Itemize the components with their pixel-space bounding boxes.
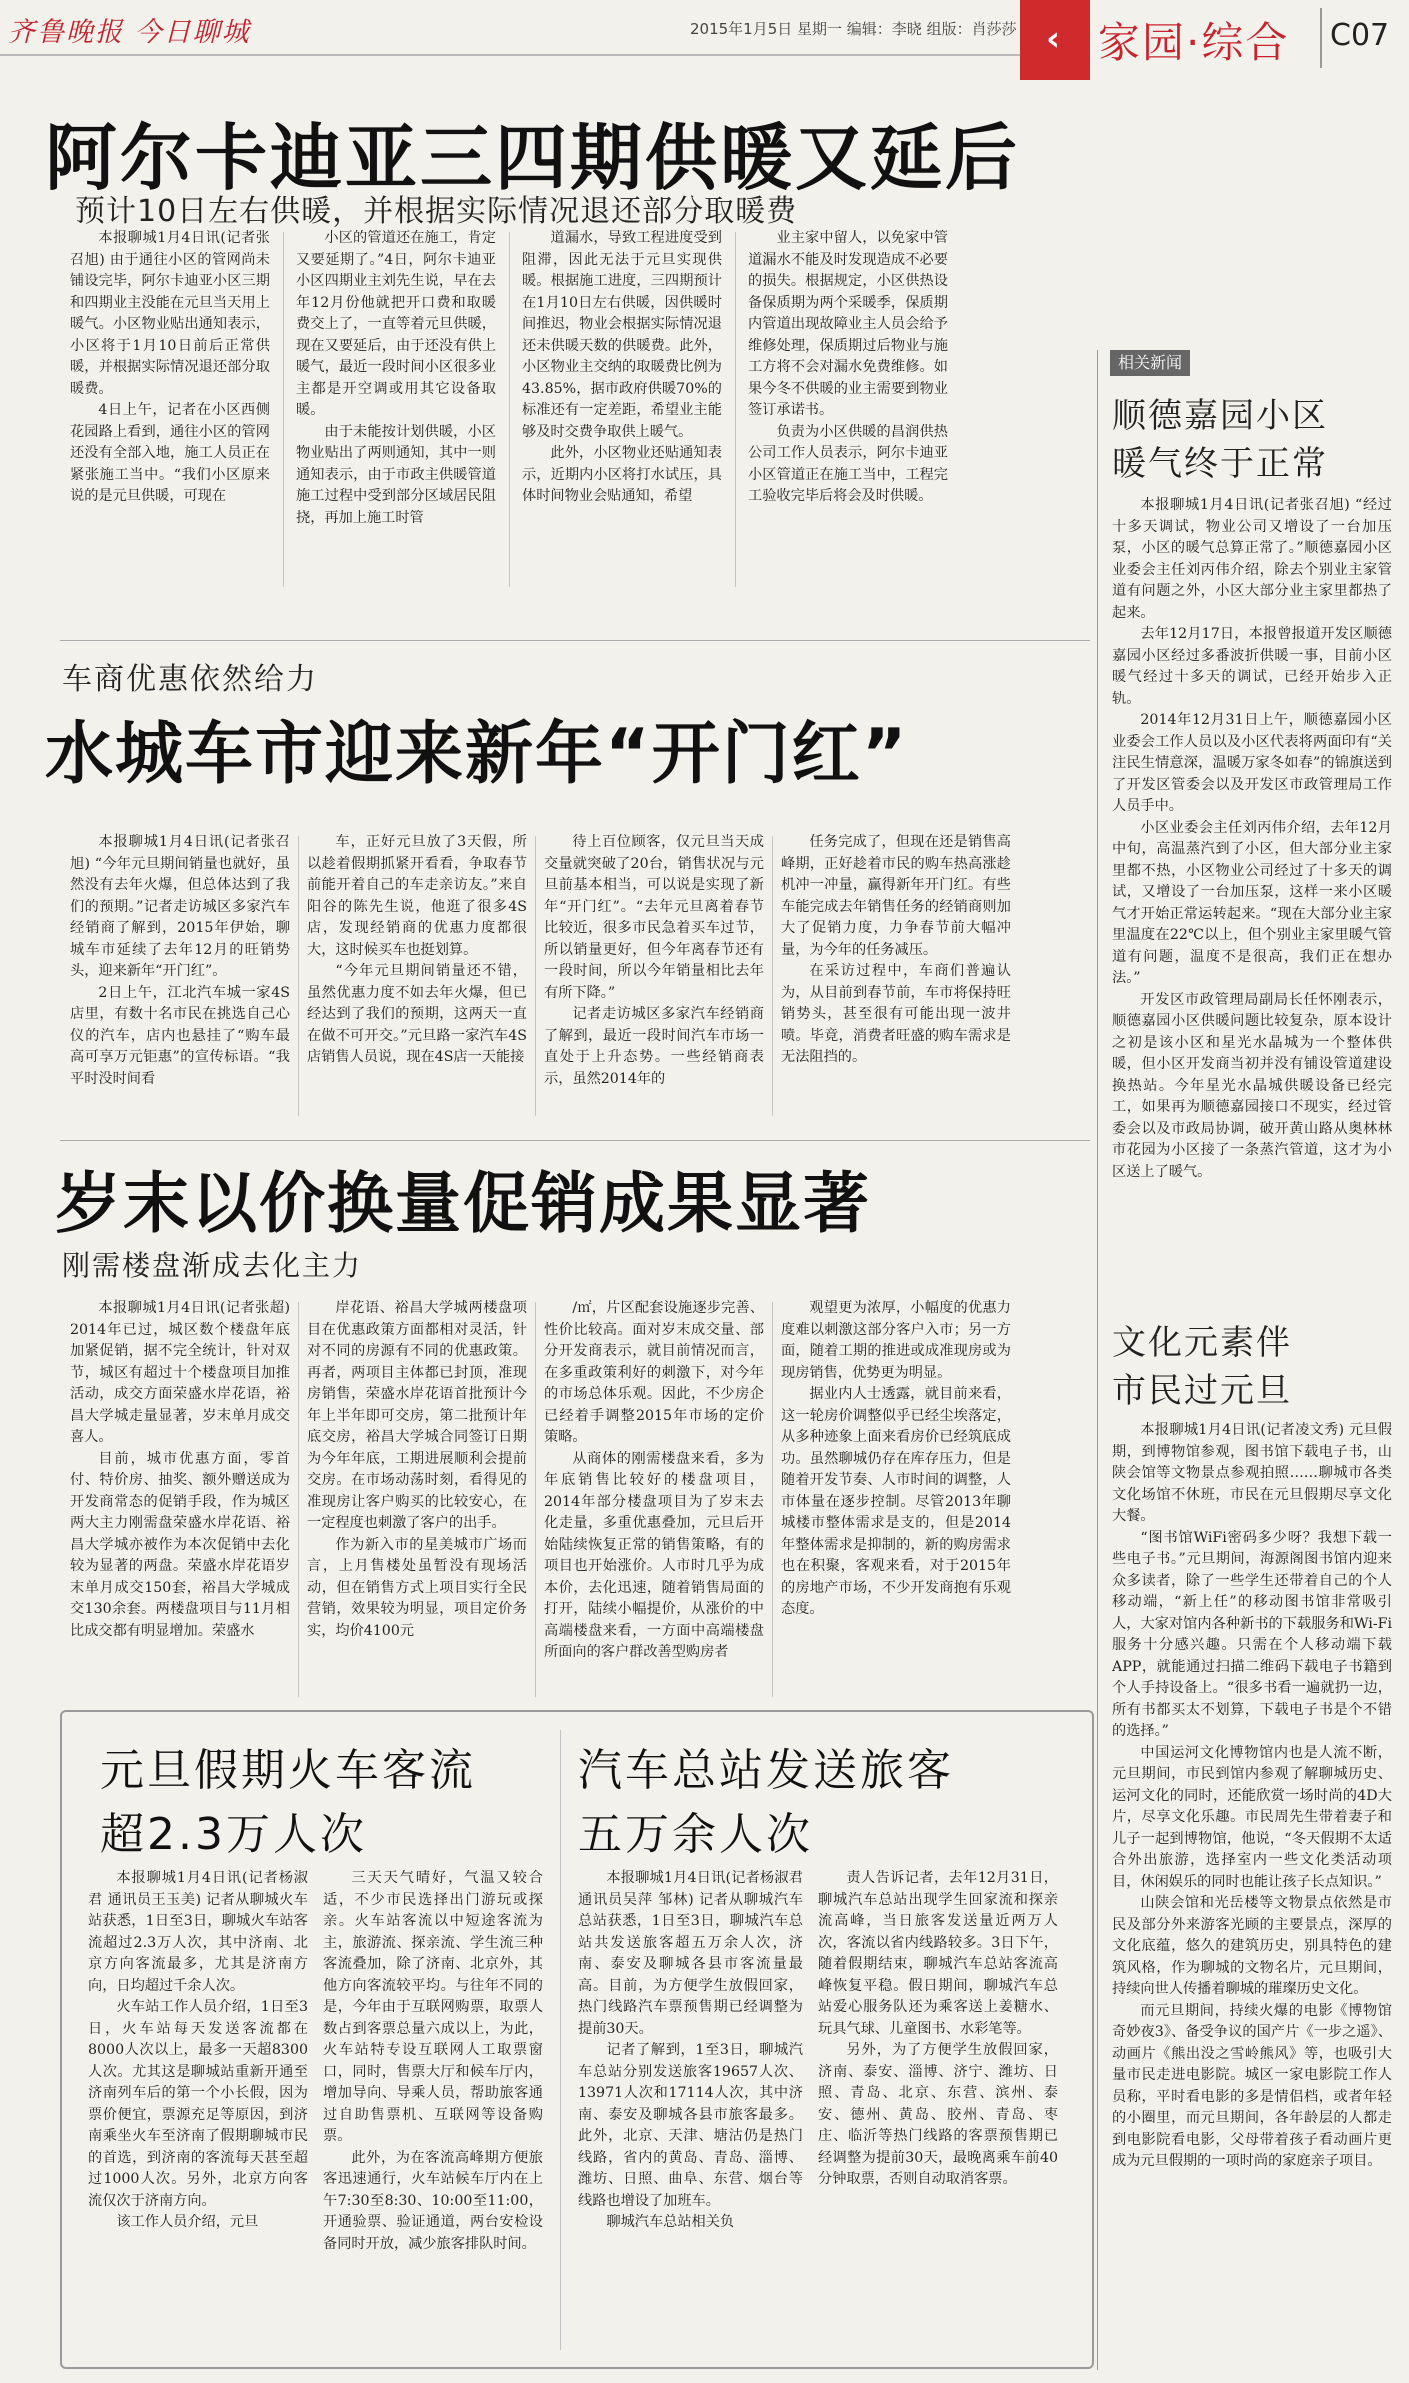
article1-col-4 — [748, 228, 948, 603]
page-divider — [1320, 8, 1322, 68]
article2-col-3 — [544, 832, 764, 1122]
paragraph: 本报聊城1月4日讯(记者张超) 2014年已过，城区数个楼盘年底加紧促销，据不完全统计，针对双节，城区有超过十个楼盘项目加推活动，成交方面荣盛水岸花语，裕昌大学城走量显著，岁末单月成交喜人。 — [70, 1300, 290, 1445]
sidebar-rule — [1097, 350, 1098, 2370]
article3-headline: 岁末以价换量促销成果显著 — [55, 1165, 871, 1242]
article3-col-2 — [307, 1298, 527, 1698]
paragraph: 在采访过程中，车商们普遍认为，从目前到春节前，车市将保持旺销势头，甚至很有可能出现一波井喷。毕竟，消费者旺盛的购车需求是无法阻挡的。 — [781, 963, 1011, 1065]
article2-col-4 — [781, 832, 1011, 1122]
paragraph: 由于未能按计划供暖，小区物业贴出了两则通知，其中一则通知表示，由于市政主供暖管道施工过程中受到部分区域居民阻挠，再加上施工时管 — [296, 423, 496, 526]
article1-col-3 — [522, 228, 722, 603]
paragraph: 此外，为在客流高峰期方便旅客迅速通行，火车站候车厅内在上午7:30至8:30、10:00至11:00，开通验票、验证通道，两台安检设备同时开放，减少旅客排队时间。 — [323, 2149, 543, 2252]
article3-subhead: 刚需楼盘渐成去化主力 — [62, 1249, 363, 1282]
box-divider — [560, 1730, 561, 2350]
box-right-headline-line2: 五万余人次 — [578, 1809, 813, 1860]
paragraph: 观望更为浓厚，小幅度的优惠力度难以刺激这部分客户入市；另一方面，随着工期的推进或成准现房或为现房销售，优势更为明显。 — [781, 1300, 1011, 1381]
article1-headline: 阿尔卡迪亚三四期供暖又延后 — [45, 116, 1021, 200]
paragraph: 作为新入市的星美城市广场而言，上月售楼处虽暂没有现场活动，但在销售方式上项目实行全民营销，效果较为明显，项目定价务实，均价4100元 — [307, 1536, 527, 1639]
paragraph: 本报聊城1月4日讯(记者杨淑君 通讯员吴萍 邹林) 记者从聊城汽车总站获悉，1日至3日，聊城汽车总站共发送旅客超五万余人次，济南、泰安及聊城各县市客流量最高。目前，为方便学生放假回家，热门线路汽车票预售期已经调整为提前30天。 — [578, 1870, 803, 2037]
paragraph: 车，正好元旦放了3天假，所以趁着假期抓紧开看看，争取春节前能开着自己的车走亲访友。”来自阳谷的陈先生说，他逛了很多4S店，发现经销商的优惠力度都很大，这时候买车也挺划算。 — [307, 834, 527, 958]
paragraph: 而元旦期间，持续火爆的电影《博物馆奇妙夜3》、备受争议的国产片《一步之遥》、动画片《熊出没之雪岭熊风》等，也吸引大量市民走进电影院。城区一家电影院工作人员称，平时看电影的多是情侣档，或者年轻的小圈里，而元旦期间，各年龄层的人都走到电影院看电影，父母带着孩子看动画片更成为元旦假期的一项时尚的家庭亲子项目。 — [1112, 2002, 1392, 2169]
box-left-headline-line2: 超2.3万人次 — [100, 1809, 367, 1860]
section-title: 家园·综合 — [1098, 18, 1290, 67]
sidebar-story1-headline-line2: 暖气终于正常 — [1112, 444, 1328, 484]
paragraph: 记者走访城区多家汽车经销商了解到，最近一段时间汽车市场一直处于上升态势。一些经销商表示，虽然2014年的 — [544, 1006, 764, 1087]
sidebar-story1-body — [1112, 495, 1392, 1295]
paragraph: 待上百位顾客，仅元旦当天成交量就突破了20台，销售状况与元旦前基本相当，可以说是实现了新年“开门红”。“去年元旦离着春节比较近，很多市民急着买车过节，所以销量更好，但今年离春节还有一段时间，所以今年销量相比去年有所下降。” — [544, 834, 764, 1001]
column-rule — [772, 1302, 773, 1697]
paragraph: 另外，为了方便学生放假回家，济南、泰安、淄博、济宁、潍坊、日照、青岛、北京、东营、滨州、泰安、德州、黄岛、胶州、青岛、枣庄、临沂等热门线路的客票预售期已经调整为提前30天，最晚离乘车前40分钟取票，否则自动取消客票。 — [818, 2042, 1058, 2187]
section-divider — [60, 1140, 1090, 1141]
paragraph: 负责为小区供暖的昌润供热公司工作人员表示，阿尔卡迪亚小区管道正在施工当中，工程完工验收完毕后将会及时供暖。 — [748, 423, 948, 504]
page-number: C07 — [1330, 18, 1390, 53]
related-news-label: 相关新闻 — [1110, 350, 1190, 376]
article1-col-1 — [70, 228, 270, 603]
paragraph: 小区的管道还在施工，肯定又要延期了。”4日，阿尔卡迪亚小区四期业主刘先生说，早在去年12月份他就把开口费和取暖费交上了，一直等着元旦供暖，现在又要延后，由于还没有供上暖气，最近一段时间小区很多业主都是开空调或用其它设备取暖。 — [296, 230, 496, 418]
box-right-col-1 — [578, 1868, 803, 2353]
paragraph: 山陕会馆和光岳楼等文物景点依然是市民及部分外来游客光顾的主要景点，深厚的文化底蕴，悠久的建筑历史，别具特色的建筑风格，作为聊城的文物名片，元旦期间，持续向世人传播着聊城的璀璨历史文化。 — [1112, 1895, 1392, 1997]
box-right-col-2 — [818, 1868, 1058, 2353]
paragraph: 本报聊城1月4日讯(记者张召旭) 由于通往小区的管网尚未铺设完毕，阿尔卡迪亚小区三期和四期业主没能在元旦当天用上暖气。小区物业贴出通知表示，小区将于1月10日前后正常供暖，并根据实际情况退还部分取暖费。 — [70, 230, 270, 397]
paragraph: 火车站工作人员介绍，1日至3日，火车站每天发送客流都在8000人次以上，最多一天超8300人次。尤其这是聊城站重新开通至济南列车后的第一个小长假，因为票价便宜，票源充足等原因，到济南乘坐火车至济南了假期聊城市民的首选，到济南的客流每天甚至超过1000人次。另外，北京方向客流仅次于济南方向。 — [88, 1999, 308, 2209]
paragraph: /㎡，片区配套设施逐步完善、性价比较高。面对岁末成交量、部分开发商表示，就目前情况而言，在多重政策利好的刺激下，对今年的市场总体乐观。因此，不少房企已经着手调整2015年市场的定价策略。 — [544, 1300, 764, 1445]
column-rule — [283, 232, 284, 587]
article3-col-1 — [70, 1298, 290, 1698]
paragraph: 本报聊城1月4日讯(记者杨淑君 通讯员王玉美) 记者从聊城火车站获悉，1日至3日，聊城火车站客流超过2.3万人次，其中济南、北京方向客流最多，尤其是济南方向，日均超过千余人次。 — [88, 1870, 308, 1994]
column-rule — [772, 836, 773, 1116]
column-rule — [535, 1302, 536, 1697]
column-rule — [535, 836, 536, 1116]
sidebar-story1-headline-line1: 顺德嘉园小区 — [1112, 396, 1328, 436]
paragraph: 道漏水，导致工程进度受到阻滞，因此无法于元旦实现供暖。根据施工进度，三四期预计在1月10日左右供暖，因供暖时间推迟，物业会根据实际情况退还未供暖天数的供暖费。此外，小区物业主交纳的取暖费比例为43.85%，据市政府供暖70%的标准还有一定差距，希望业主能够及时交费争取供上暖气。 — [522, 230, 722, 440]
box-left-headline-line1: 元旦假期火车客流 — [100, 1745, 476, 1796]
paragraph: 本报聊城1月4日讯(记者张召旭) “经过十多天调试，物业公司又增设了一台加压泵，小区的暖气总算正常了。”顺德嘉园小区业委会主任刘丙伟介绍，除去个别业主家管道有问题之外，小区大部分业主家里都热了起来。 — [1112, 497, 1392, 621]
paragraph: 从商体的刚需楼盘来看，多为年底销售比较好的楼盘项目，2014年部分楼盘项目为了岁末去化走量，多重优惠叠加，元旦后开始陆续恢复正常的销售策略，有的项目也开始涨价。人市时几乎为成本价，去化迅速，随着销售局面的打开，陆续小幅提价，从涨价的中高端楼盘来看，一方面中高端楼盘所面向的客户群改善型购房者 — [544, 1450, 764, 1660]
paragraph: 此外，小区物业还贴通知表示，近期内小区将打水试压，具体时间物业会贴通知，希望 — [522, 445, 722, 504]
masthead — [0, 0, 1409, 82]
article2-kicker: 车商优惠依然给力 — [62, 662, 318, 697]
article1-subhead: 预计10日左右供暖，并根据实际情况退还部分取暖费 — [75, 194, 798, 229]
sidebar-story2-headline-line1: 文化元素伴 — [1112, 1323, 1292, 1363]
paragraph: 去年12月17日，本报曾报道开发区顺德嘉园小区经过多番波折供暖一事，目前小区暖气经过十多天的调试，已经开始步入正轨。 — [1112, 626, 1392, 707]
paragraph: 小区业委会主任刘丙伟介绍，去年12月中旬，高温蒸汽到了小区，但大部分业主家里都不热，小区物业公司经过了十多天的调试，又增设了一台加压泵，这样一来小区暖气才开始正常运转起来。“现在大部分业主家里温度在22℃以上，但个别业主家里暖气管道有问题，温度不是很高，我们正在想办法。” — [1112, 819, 1392, 986]
article2-col-1 — [70, 832, 290, 1122]
paragraph: 业主家中留人，以免家中管道漏水不能及时发现造成不必要的损失。根据规定，小区供热设备保质期为两个采暖季，保质期内管道出现故障业主人员会给予维修处理，保质期过后物业与施工方将不会对漏水免费维修。如果今冬不供暖的业主需要到物业签订承诺书。 — [748, 230, 948, 418]
box-left-col-1 — [88, 1868, 308, 2353]
newspaper-brand: 齐鲁晚报 今日聊城 — [8, 17, 251, 48]
chevron-left-icon: ‹ — [1045, 19, 1060, 59]
masthead-rule — [0, 54, 1020, 56]
article3-col-3 — [544, 1298, 764, 1698]
column-rule — [509, 232, 510, 587]
column-rule — [298, 836, 299, 1116]
article2-headline: 水城车市迎来新年“开门红” — [45, 715, 909, 794]
dateline: 2015年1月5日 星期一 编辑：李晓 组版：肖莎莎 — [690, 20, 1017, 38]
article3-col-4 — [781, 1298, 1011, 1698]
sidebar-story2-body — [1112, 1420, 1392, 2370]
paragraph: 本报聊城1月4日讯(记者凌文秀) 元旦假期，到博物馆参观，图书馆下载电子书，山陕会馆等文物景点参观拍照……聊城市各类文化场馆不休班，市民在元旦假期尽享文化大餐。 — [1112, 1422, 1392, 1524]
paragraph: 中国运河文化博物馆内也是人流不断，元旦期间，市民到馆内参观了解聊城历史、运河文化的同时，还能欣赏一场时尚的4D大片，尽享文化乐趣。市民周先生带着妻子和儿子一起到博物馆，他说，“冬天假期不太适合外出旅游，选择室内一些文化类活动项目，休闲娱乐的同时也能让孩子长点知识。” — [1112, 1744, 1392, 1890]
box-right-headline-line1: 汽车总站发送旅客 — [578, 1745, 954, 1796]
paragraph: 目前，城市优惠方面，零首付、特价房、抽奖、额外赠送成为开发商常态的促销手段，作为城区两大主力刚需盘荣盛水岸花语、裕昌大学城亦被作为本次促销中去化较为显著的两盘。荣盛水岸花语岁末单月成交150套，裕昌大学城成交130余套。两楼盘项目与11月相比成交都有明显增加。荣盛水 — [70, 1450, 290, 1639]
paragraph: 聊城汽车总站相关负 — [606, 2214, 735, 2230]
article2-col-2 — [307, 832, 527, 1122]
article1-col-2 — [296, 228, 496, 603]
paragraph: 4日上午，记者在小区西侧花园路上看到，通往小区的管网还没有全部入地，施工人员正在紧张施工当中。“我们小区原来说的是元旦供暖，可现在 — [70, 402, 270, 504]
paragraph: 本报聊城1月4日讯(记者张召旭) “今年元旦期间销量也就好，虽然没有去年火爆，但总体达到了我们的预期。”记者走访城区多家汽车经销商了解到，2015年伊始，聊城车市延续了去年12月的旺销势头，迎来新年“开门红”。 — [70, 834, 290, 979]
box-left-col-2 — [323, 1868, 543, 2353]
column-rule — [735, 232, 736, 587]
column-rule — [298, 1302, 299, 1697]
paragraph: 任务完成了，但现在还是销售高峰期，正好趁着市民的购车热高涨趁机冲一冲量，赢得新年开门红。有些车能完成去年销售任务的经销商则加大了促销力度，力争春节前大幅冲量，为今年的任务减压。 — [781, 834, 1011, 958]
paragraph: 岸花语、裕昌大学城两楼盘项目在优惠政策方面都相对灵活，针对不同的房源有不同的优惠政策。再者，两项目主体都已封顶，准现房销售，荣盛水岸花语首批预计今年上半年即可交房，第二批预计年底交房，裕昌大学城合同签订日期为今年年底，工期进展顺利会提前交房。在市场动荡时刻，看得见的准现房让客户购买的比较安心，在一定程度也刺激了客户的出手。 — [307, 1300, 527, 1531]
paragraph: 据业内人士透露，就目前来看，这一轮房价调整似乎已经尘埃落定，从多种迹象上面来看房价已经筑底成功。虽然聊城仍存在库存压力，但是随着开发节奏、人市时间的调整，人市体量在逐步控制。尽管2013年聊城楼市整体需求是支的，但是2014年整体需求是抑制的，新的购房需求也在积聚，客观来看，对于2015年的房地产市场，不少开发商抱有乐观态度。 — [781, 1386, 1011, 1617]
paragraph: 责人告诉记者，去年12月31日，聊城汽车总站出现学生回家流和探亲流高峰，当日旅客发送量近两万人次，客流以省内线路较多。3日下午，随着假期结束，聊城汽车总站客流高峰恢复平稳。假日期间，聊城汽车总站爱心服务队还为乘客送上姜糖水、玩具气球、儿童图书、水彩笔等。 — [818, 1870, 1058, 2037]
paragraph: 三天天气晴好，气温又较合适，不少市民选择出门游玩或探亲。火车站客流以中短途客流为主，旅游流、探亲流、学生流三种客流叠加，除了济南、北京外，其他方向客流较平均。与往年不同的是，今年由于互联网购票，取票人数占到客票总量六成以上，为此，火车站特专设互联网人工取票窗口，同时，售票大厅和候车厅内，增加导向、导乘人员，帮助旅客通过自助售票机、互联网等设备购票。 — [323, 1870, 543, 2144]
paragraph: 记者了解到，1至3日，聊城汽车总站分别发送旅客19657人次、13971人次和17114人次，其中济南、泰安及聊城各县市旅客最多。此外，北京、天津、塘沽仍是热门线路，省内的黄岛、青岛、淄博、潍坊、日照、曲阜、东营、烟台等线路也增设了加班车。 — [578, 2042, 803, 2209]
paragraph: “图书馆WiFi密码多少呀？我想下载一些电子书。”元旦期间，海源阁图书馆内迎来众多读者，除了一些学生还带着自己的个人移动端，“新上任”的移动图书馆非常吸引人，大家对馆内各种新书的下载服务和Wi-Fi服务十分感兴趣。只需在个人移动端下载APP，就能通过扫描二维码下载电子书籍到个人手持设备上。“很多书看一遍就扔一边，所有书都买太不划算，下载电子书是个不错的选择。” — [1112, 1529, 1392, 1739]
paragraph: 2014年12月31日上午，顺德嘉园小区业委会工作人员以及小区代表将两面印有“关注民生情意深，温暖万家冬如春”的锦旗送到了开发区管委会以及开发区市政管理局工作人员手中。 — [1112, 712, 1392, 814]
section-divider — [60, 640, 1090, 641]
paragraph: 该工作人员介绍，元旦 — [116, 2214, 259, 2230]
paragraph: 2日上午，江北汽车城一家4S店里，有数十名市民在挑选自己心仪的汽车，店内也悬挂了“购车最高可享万元钜惠”的宣传标语。“我平时没时间看 — [70, 984, 290, 1087]
paragraph: 开发区市政管理局副局长任怀刚表示，顺德嘉园小区供暖问题比较复杂，原本设计之初是该小区和星光水晶城为一个整体供暖，但小区开发商当初并没有铺设管道建设换热站。今年星光水晶城供暖设备已经完工，如果再为顺德嘉园接口不现实，经过管委会以及市政局协调，破开黄山路从奥林林市花园为小区接了一条蒸汽管道，这才为小区送上了暖气。 — [1112, 991, 1392, 1180]
paragraph: “今年元旦期间销量还不错，虽然优惠力度不如去年火爆，但已经达到了我们的预期，这两天一直在做不可开交。”元旦路一家汽车4S店销售人员说，现在4S店一天能接 — [307, 963, 527, 1065]
sidebar-story2-headline-line2: 市民过元旦 — [1112, 1371, 1292, 1411]
